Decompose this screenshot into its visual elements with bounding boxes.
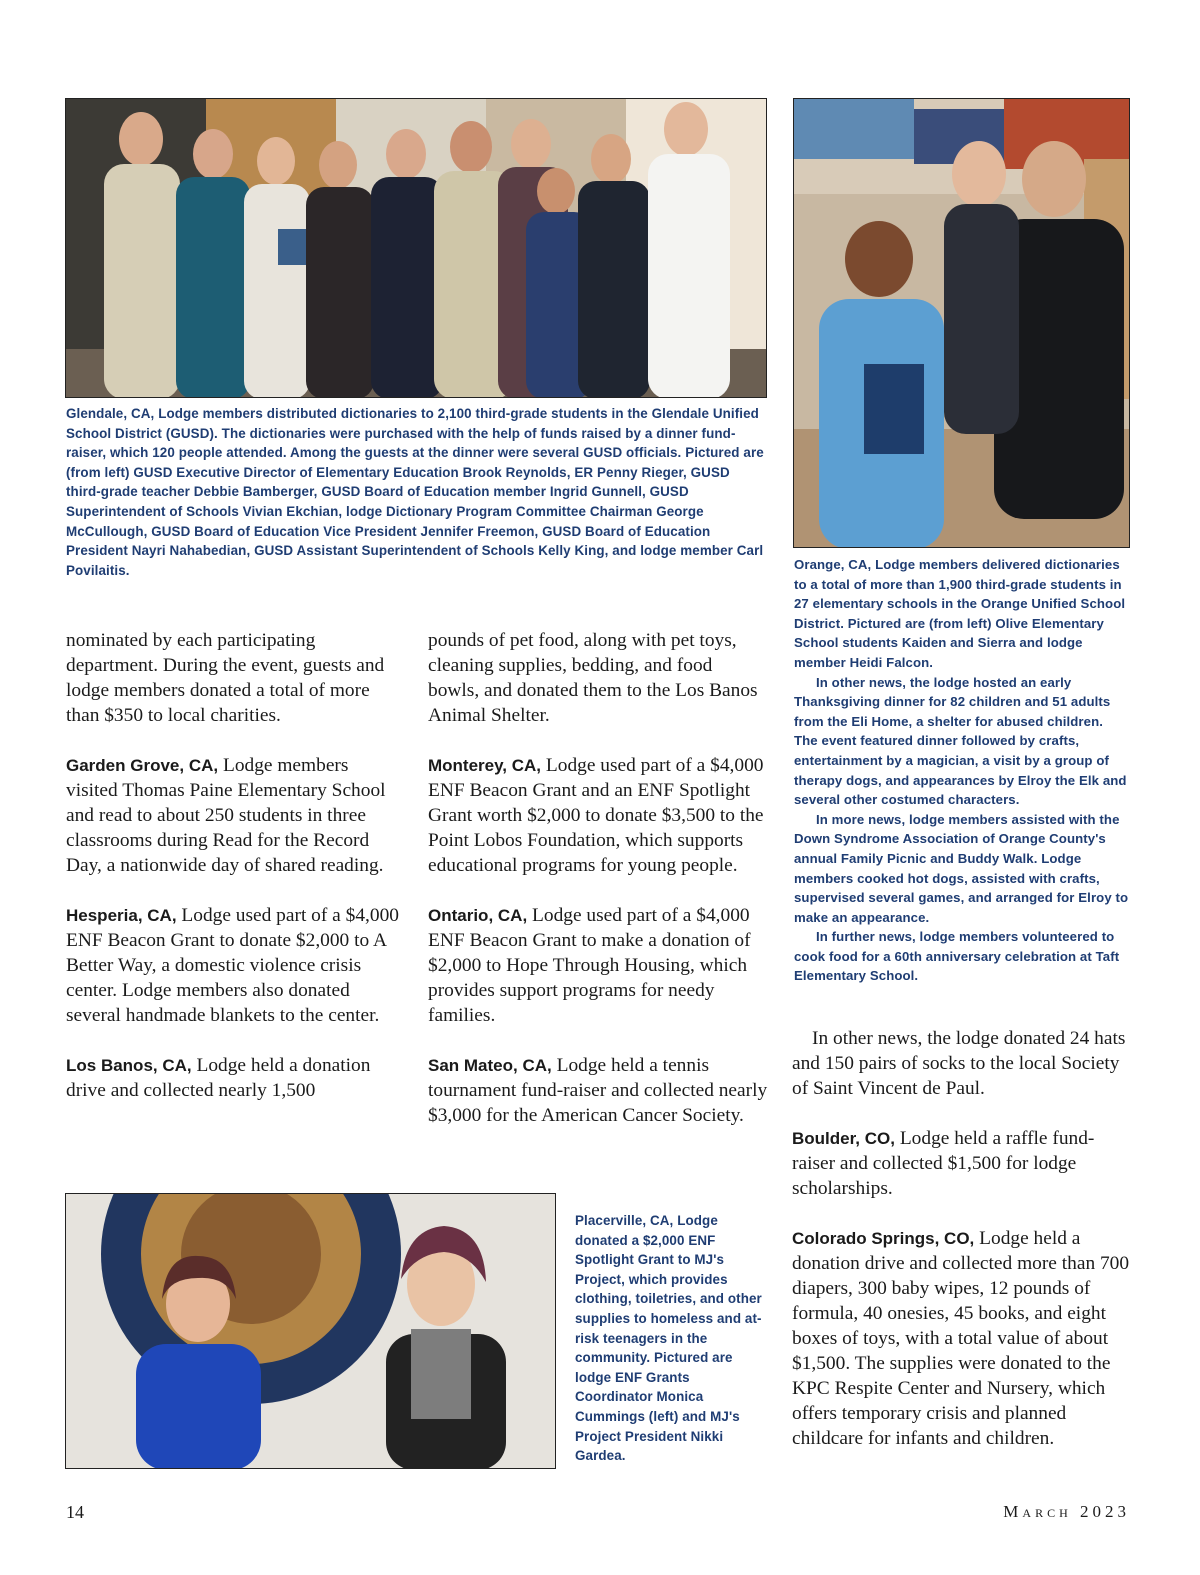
orange-photo — [793, 98, 1130, 548]
monterey-text: Lodge used part of a $4,000 ENF Beacon Grant and an ENF Spotlight Grant worth $2,000 to donate $3,500 to the Point Lobos Foundation, which supports educational programs for young people. — [428, 755, 764, 876]
glendale-photo-illustration — [66, 99, 767, 398]
orange-caption — [794, 555, 1130, 986]
orange-caption-para2: In other news, the lodge hosted an early Thanksgiving dinner for 82 children and 51 adults from the Eli Home, a shelter for abused children. The event featured dinner followed by crafts, entertainment by a magician, a visit by a group of therapy dogs, and appearances by Elroy the Elk and several other costumed characters. — [794, 674, 1127, 808]
monterey-item — [428, 753, 768, 878]
hesperia-text: Lodge used part of a $4,000 ENF Beacon Grant to donate $2,000 to A Better Way, a domestic violence crisis center. Lodge members also donated several handmade blankets to the center. — [66, 905, 399, 1026]
body-column-3 — [792, 1026, 1132, 1451]
page-number: 14 — [66, 1502, 84, 1522]
placerville-photo-illustration — [66, 1194, 556, 1469]
boulder-text: Lodge held a raffle fund-raiser and collected $1,500 for lodge scholarships. — [792, 1128, 1095, 1199]
ontario-text: Lodge used part of a $4,000 ENF Beacon Grant to make a donation of $2,000 to Hope Through Housing, which provides support programs for needy families. — [428, 905, 751, 1026]
los-banos-item — [66, 1053, 401, 1103]
san-mateo-text: Lodge held a tennis tournament fund-raiser and collected nearly $3,000 for the American Cancer Society. — [428, 1055, 768, 1126]
col3-continued: In other news, the lodge donated 24 hats and 150 pairs of socks to the local Society of Saint Vincent de Paul. — [792, 1028, 1126, 1099]
placerville-caption — [575, 1211, 767, 1466]
ontario-place: Ontario, CA, — [428, 906, 528, 925]
orange-caption-text: Lodge members delivered dictionaries to a total of more than 1,900 third-grade students in 27 elementary schools in the Orange Unified School District. Pictured are (from left) Olive Elementary School students Kaiden and Sierra and lodge member Heidi Falcon. — [794, 557, 1126, 670]
col2-continued: pounds of pet food, along with pet toys, cleaning supplies, bedding, and food bowls, and donated them to the Los Banos Animal Shelter. — [428, 630, 758, 726]
garden-grove-place: Garden Grove, CA, — [66, 756, 219, 775]
issue-date: March 2023 — [1003, 1502, 1130, 1521]
san-mateo-item — [428, 1053, 768, 1128]
orange-caption-para4: In further news, lodge members volunteered to cook food for a 60th anniversary celebration at Taft Elementary School. — [794, 929, 1120, 984]
glendale-caption — [66, 404, 766, 580]
garden-grove-text: Lodge members visited Thomas Paine Elementary School and read to about 250 students in three classrooms during Read for the Record Day, a nationwide day of shared reading. — [66, 755, 386, 876]
garden-grove-item — [66, 753, 401, 878]
monterey-place: Monterey, CA, — [428, 756, 542, 775]
colorado-springs-item — [792, 1226, 1132, 1451]
san-mateo-place: San Mateo, CA, — [428, 1056, 552, 1075]
orange-caption-para3: In more news, lodge members assisted with the Down Syndrome Association of Orange County's annual Family Picnic and Buddy Walk. Lodge members cooked hot dogs, assisted with crafts, supervised several games, and arranged for Elroy to make an appearance. — [794, 811, 1129, 925]
hesperia-place: Hesperia, CA, — [66, 906, 177, 925]
placerville-caption-text: Lodge donated a $2,000 ENF Spotlight Grant to MJ's Project, which provides clothing, toiletries, and other supplies to homeless and at-risk teenagers in the community. Pictured are lodge ENF Grants Coordinator Monica Cummings (left) and MJ's Project President Nikki Gardea. — [575, 1213, 762, 1464]
boulder-item — [792, 1126, 1132, 1201]
ontario-item — [428, 903, 768, 1028]
col1-continued: nominated by each participating department. During the event, guests and lodge members donated a total of more than $350 to local charities. — [66, 630, 385, 726]
orange-caption-place: Orange, CA, — [794, 557, 872, 572]
glendale-caption-place: Glendale, CA, — [66, 406, 155, 421]
hesperia-item — [66, 903, 401, 1028]
los-banos-text: Lodge held a donation drive and collected nearly 1,500 — [66, 1055, 371, 1101]
orange-photo-illustration — [794, 99, 1130, 548]
glendale-caption-text: Lodge members distributed dictionaries to 2,100 third-grade students in the Glendale Unified School District (GUSD). The dictionaries were purchased with the help of funds raised by a dinner fund-raiser, which 120 people attended. Among the guests at the dinner were several GUSD officials. Pictured are (from left) GUSD Executive Director of Elementary Education Brook Reynolds, ER Penny Rieger, GUSD third-grade teacher Debbie Bamberger, GUSD Board of Education member Ingrid Gunnell, GUSD Superintendent of Schools Vivian Ekchian, lodge Dictionary Program Committee Chairman George McCullough, GUSD Board of Education Vice President Jennifer Freemon, GUSD Board of Education President Nayri Nahabedian, GUSD Assistant Superintendent of Schools Kelly King, and lodge member Carl Povilaitis. — [66, 406, 764, 578]
boulder-place: Boulder, CO, — [792, 1129, 895, 1148]
placerville-photo — [65, 1193, 556, 1469]
colorado-springs-text: Lodge held a donation drive and collected more than 700 diapers, 300 baby wipes, 12 pounds of formula, 40 onesies, 45 books, and eight boxes of toys, with a total value of about $1,500. The supplies were donated to the KPC Respite Center and Nursery, which offers temporary crisis and planned childcare for infants and children. — [792, 1228, 1130, 1449]
colorado-springs-place: Colorado Springs, CO, — [792, 1229, 975, 1248]
body-column-1 — [66, 628, 401, 1103]
los-banos-place: Los Banos, CA, — [66, 1056, 192, 1075]
placerville-caption-place: Placerville, CA, — [575, 1213, 674, 1228]
body-column-2 — [428, 628, 768, 1128]
glendale-photo — [65, 98, 767, 398]
